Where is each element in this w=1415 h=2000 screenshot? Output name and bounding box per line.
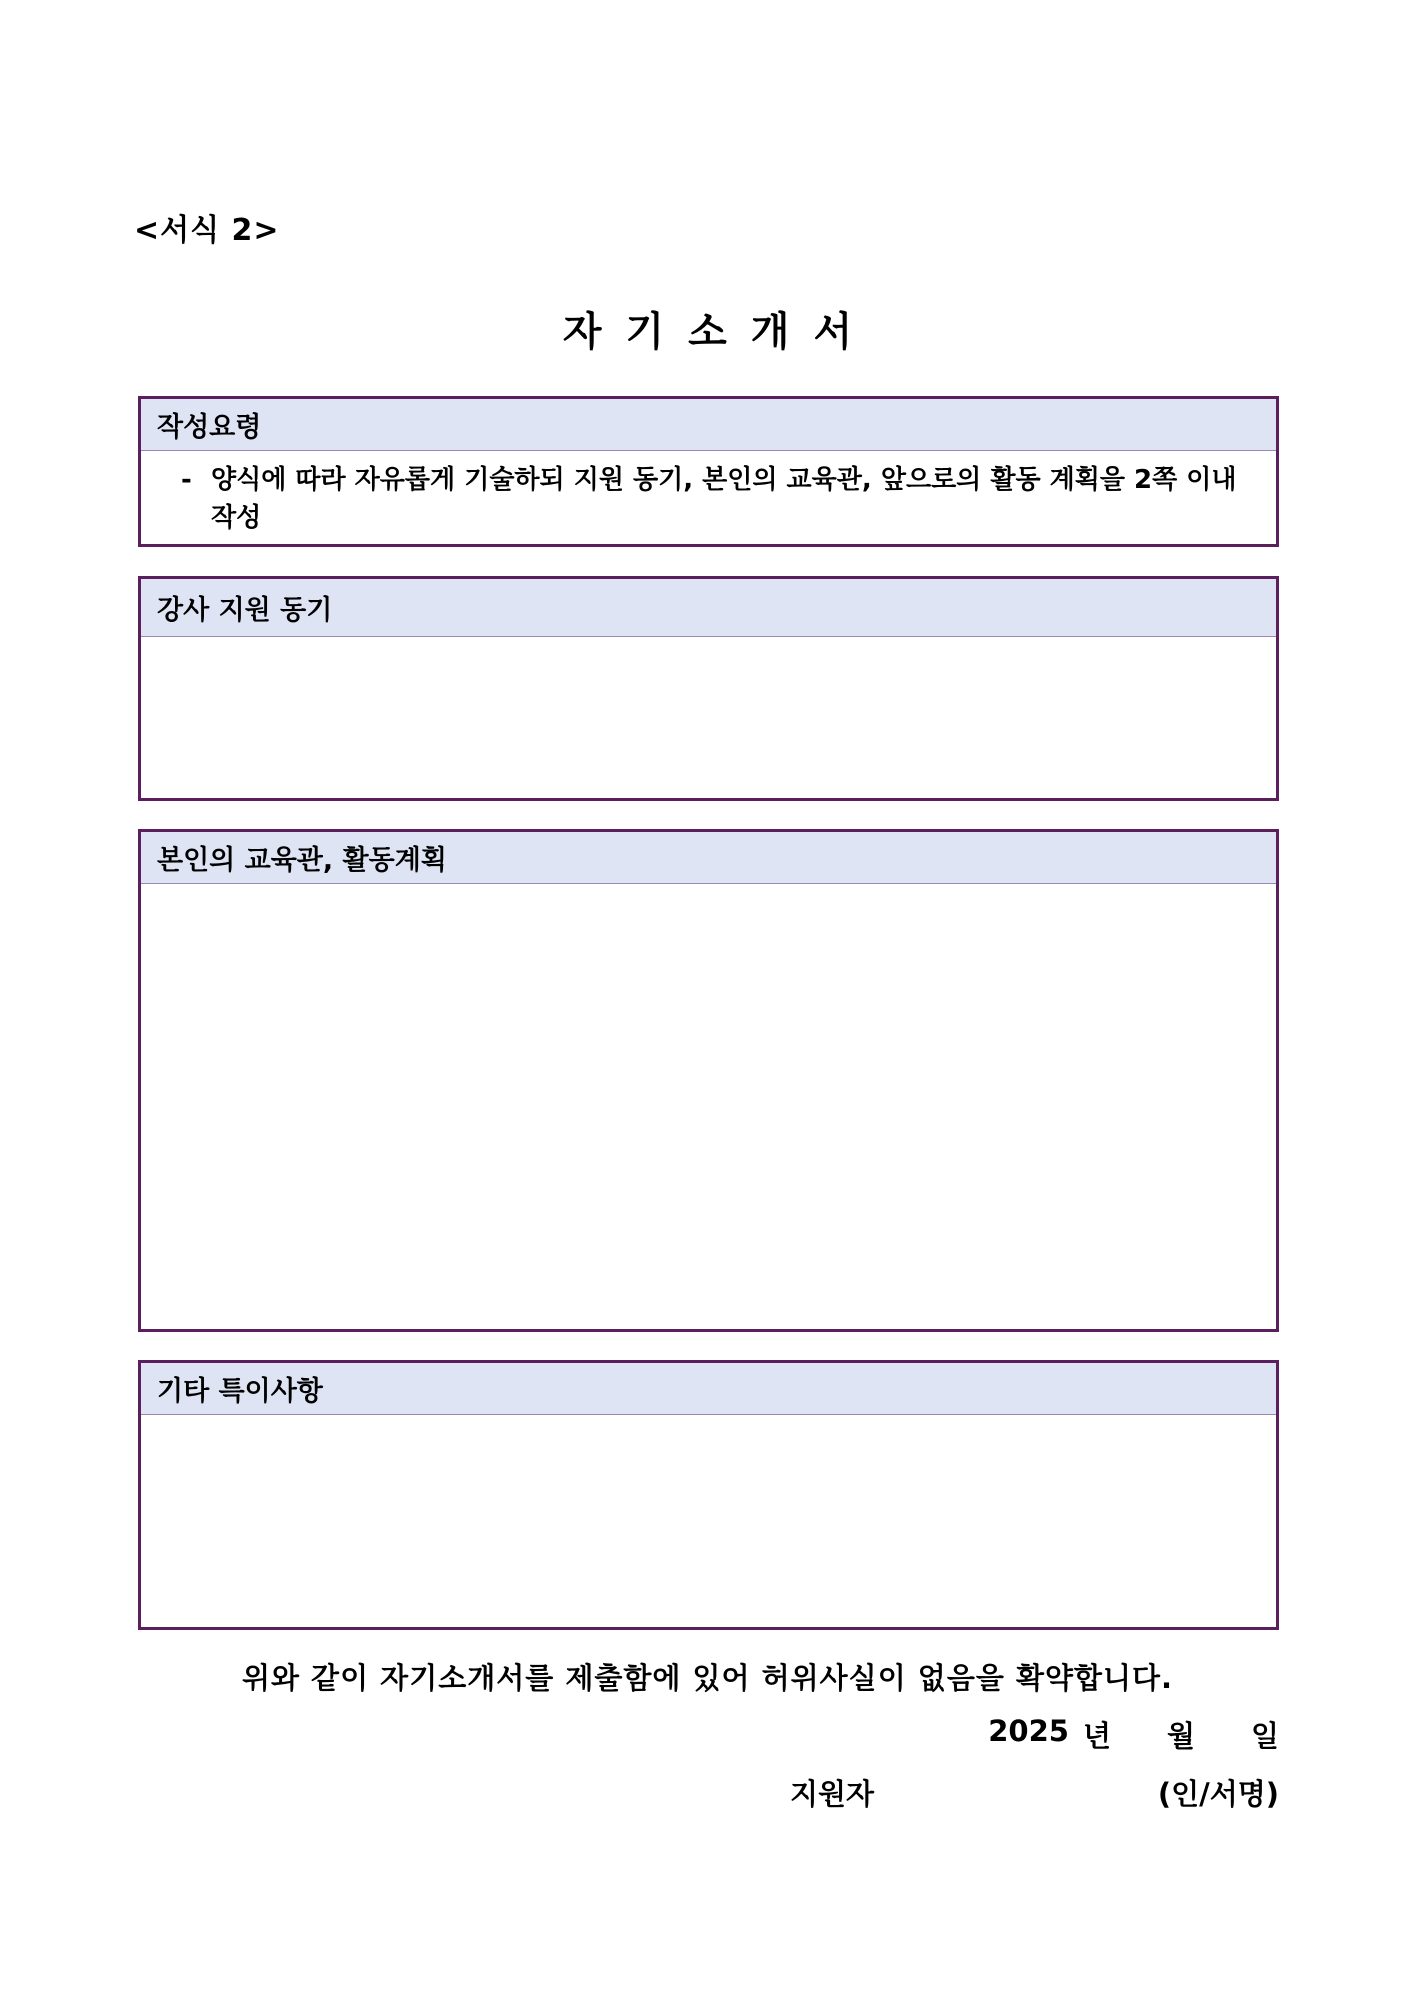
seal-signature-label: (인/서명) bbox=[1157, 1777, 1279, 1811]
other-notes-section bbox=[138, 1360, 1279, 1630]
guide-section-title: 작성요령 bbox=[157, 412, 262, 443]
philosophy-plan-writing-area[interactable] bbox=[141, 884, 1276, 1329]
guide-dash: - bbox=[181, 465, 192, 495]
date-year-unit: 년 bbox=[1082, 1719, 1111, 1753]
other-notes-section-header bbox=[141, 1363, 1276, 1415]
other-notes-writing-area[interactable] bbox=[141, 1415, 1276, 1627]
philosophy-plan-section-header bbox=[141, 832, 1276, 884]
philosophy-plan-section bbox=[138, 829, 1279, 1332]
document-title: 자기소개서 bbox=[562, 309, 877, 355]
philosophy-plan-section-title: 본인의 교육관, 활동계획 bbox=[157, 845, 447, 876]
motivation-section-title: 강사 지원 동기 bbox=[157, 595, 333, 626]
form-number-label: <서식 2> bbox=[134, 213, 280, 248]
other-notes-section-title: 기타 특이사항 bbox=[157, 1376, 323, 1407]
motivation-section bbox=[138, 576, 1279, 801]
motivation-writing-area[interactable] bbox=[141, 637, 1276, 798]
guide-section-header bbox=[141, 399, 1276, 451]
date-line bbox=[988, 1714, 1279, 1755]
applicant-label: 지원자 bbox=[790, 1777, 875, 1811]
guide-instruction-text: 양식에 따라 자유롭게 기술하되 지원 동기, 본인의 교육관, 앞으로의 활동 계획을 2쪽 이내 작성 bbox=[211, 465, 1237, 533]
guide-instruction bbox=[181, 461, 1256, 537]
guide-section-body bbox=[141, 451, 1276, 537]
motivation-section-header bbox=[141, 579, 1276, 637]
declaration-text: 위와 같이 자기소개서를 제출함에 있어 허위사실이 없음을 확약합니다. bbox=[241, 1661, 1174, 1695]
date-month-unit: 월 bbox=[1166, 1719, 1195, 1753]
date-day-unit: 일 bbox=[1250, 1719, 1279, 1753]
date-year: 2025 bbox=[988, 1714, 1069, 1748]
guide-section bbox=[138, 396, 1279, 547]
